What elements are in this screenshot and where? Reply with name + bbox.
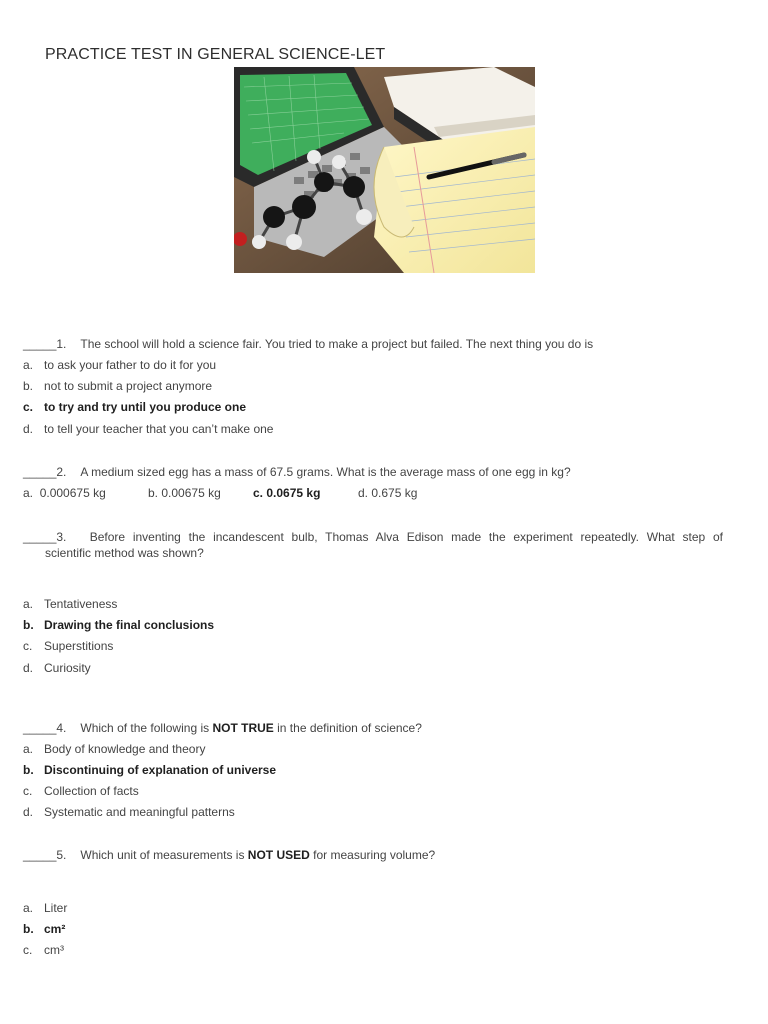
option-1c: c. to try and try until you produce one [23, 400, 247, 414]
answer-blank: _____ [23, 465, 57, 479]
option-4d: d. Systematic and meaningful patterns [23, 805, 235, 819]
option-2a: a. 0.000675 kg [23, 486, 106, 500]
option-1d: d. to tell your teacher that you can’t make one [23, 422, 274, 436]
option-5c: c. cm³ [23, 943, 64, 957]
option-4b: b. Discontinuing of explanation of universe [23, 763, 277, 777]
option-3a: a. Tentativeness [23, 597, 118, 611]
question-5-stem: _____5. Which unit of measurements is NOT USED for measuring volume? [23, 848, 436, 862]
option-4a: a. Body of knowledge and theory [23, 742, 206, 756]
option-1b: b. not to submit a project anymore [23, 379, 213, 393]
option-4c: c. Collection of facts [23, 784, 139, 798]
option-5b: b. cm² [23, 922, 66, 936]
question-4-stem: _____4. Which of the following is NOT TRUE in the definition of science? [23, 721, 422, 735]
answer-blank: _____ [23, 337, 57, 351]
option-2b: b. 0.00675 kg [148, 486, 221, 500]
option-2c: c. 0.0675 kg [253, 486, 321, 500]
option-3b: b. Drawing the final conclusions [23, 618, 215, 632]
question-text: The school will hold a science fair. You tried to make a project but failed. The next thing you do is [80, 337, 594, 351]
question-number: 1. [56, 337, 67, 351]
option-3d: d. Curiosity [23, 661, 91, 675]
question-2-stem [23, 464, 723, 480]
question-number: 2. [56, 465, 67, 479]
answer-blank: _____ [23, 848, 57, 862]
question-text: A medium sized egg has a mass of 67.5 grams. What is the average mass of one egg in kg? [80, 465, 571, 479]
question-number: 3. [56, 530, 67, 544]
document-title: PRACTICE TEST IN GENERAL SCIENCE-LET [45, 46, 386, 63]
science-photo-icon [234, 67, 535, 273]
answer-blank: _____ [23, 530, 57, 544]
emphasis-not-used: NOT USED [247, 848, 310, 862]
question-1-stem [23, 336, 723, 352]
answer-blank: _____ [23, 721, 57, 735]
question-number: 5. [56, 848, 67, 862]
option-3c: c. Superstitions [23, 639, 114, 653]
science-photo [234, 67, 535, 273]
question-number: 4. [56, 721, 67, 735]
option-5a: a. Liter [23, 901, 68, 915]
question-3-stem-line2: scientific method was shown? [45, 546, 204, 560]
emphasis-not-true: NOT TRUE [212, 721, 274, 735]
question-3-stem-line1 [23, 529, 723, 545]
question-2-options [23, 486, 417, 500]
question-text: Before inventing the incandescent bulb, Thomas Alva Edison made the experiment repeatedly. What step of [89, 530, 723, 544]
option-1a: a. to ask your father to do it for you [23, 358, 217, 372]
option-2d: d. 0.675 kg [358, 486, 418, 500]
